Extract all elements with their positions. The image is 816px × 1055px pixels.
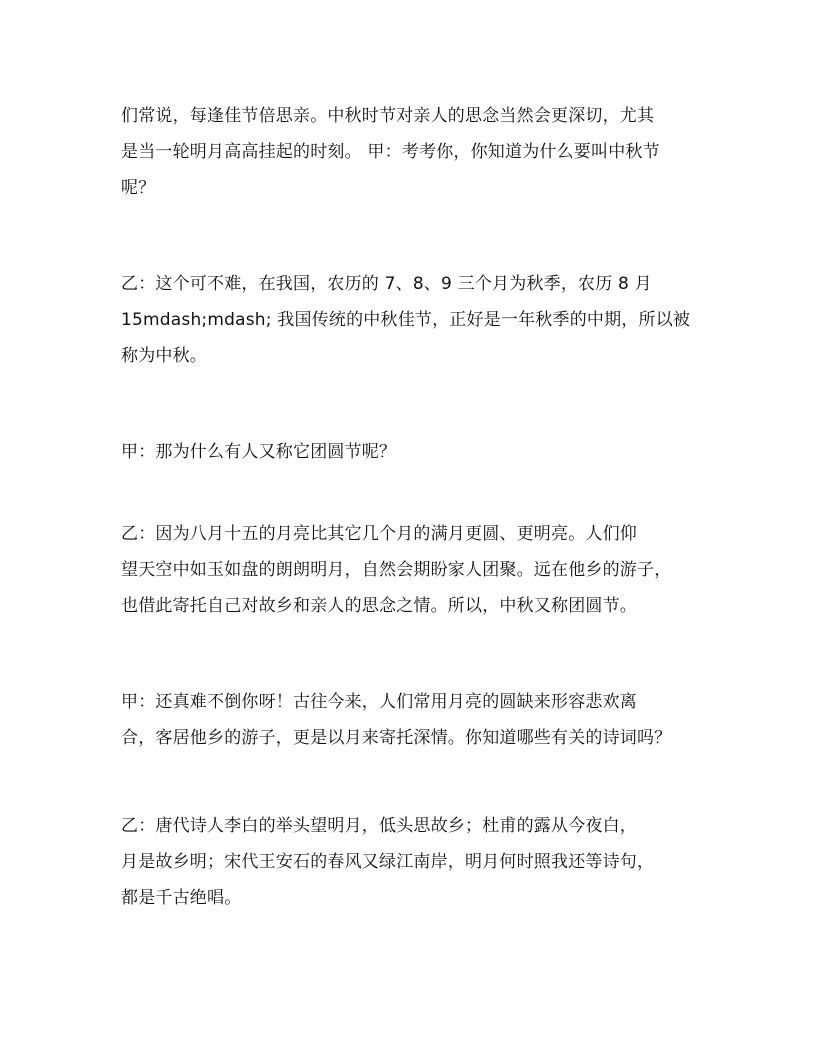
text-line: 月是故乡明；宋代王安石的春风又绿江南岸，明月何时照我还等诗句， [121, 852, 655, 872]
text-line: 都是千古绝唱。 [121, 888, 242, 908]
text-line: 乙：这个可不难，在我国，农历的 7、8、9 三个月为秋季，农历 8 月 [121, 274, 652, 294]
paragraph-6 [121, 808, 721, 916]
text-line: 是当一轮明月高高挂起的时刻。 甲：考考你，你知道为什么要叫中秋节 [121, 142, 660, 162]
text-line: 15mdash;mdash; 我国传统的中秋佳节，正好是一年秋季的中期，所以被 [121, 310, 691, 330]
paragraph-4 [121, 516, 721, 624]
text-line: 甲：还真难不倒你呀！古往今来，人们常用月亮的圆缺来形容悲欢离 [121, 692, 637, 712]
text-line: 甲：那为什么有人又称它团圆节呢？ [121, 442, 397, 462]
paragraph-5 [121, 684, 721, 756]
text-line: 们常说，每逢佳节倍思亲。中秋时节对亲人的思念当然会更深切，尤其 [121, 106, 655, 126]
text-line: 望天空中如玉如盘的朗朗明月，自然会期盼家人团聚。远在他乡的游子， [121, 560, 672, 580]
text-line: 合，客居他乡的游子，更是以月来寄托深情。你知道哪些有关的诗词吗？ [121, 728, 672, 748]
paragraph-3 [121, 434, 721, 470]
text-line: 称为中秋。 [121, 346, 207, 366]
paragraph-2 [121, 266, 721, 374]
text-line: 呢？ [121, 178, 156, 198]
text-line: 也借此寄托自己对故乡和亲人的思念之情。所以，中秋又称团圆节。 [121, 596, 637, 616]
text-line: 乙：因为八月十五的月亮比其它几个月的满月更圆、更明亮。人们仰 [121, 524, 637, 544]
text-line: 乙：唐代诗人李白的举头望明月，低头思故乡；杜甫的露从今夜白， [121, 816, 637, 836]
paragraph-1 [121, 98, 721, 206]
